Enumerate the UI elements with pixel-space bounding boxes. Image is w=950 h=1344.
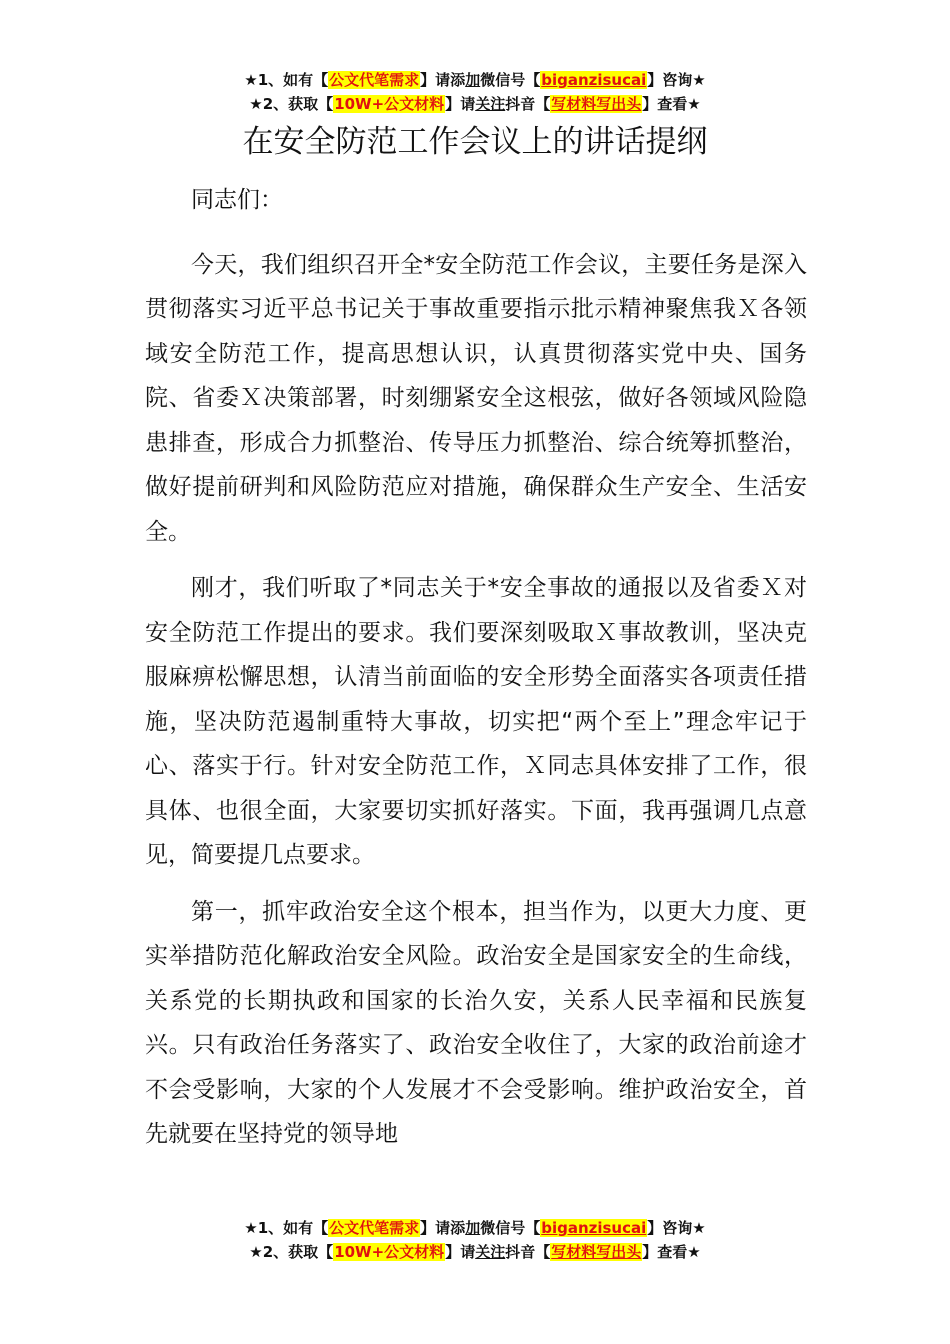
banner-line-1 (0, 1216, 950, 1240)
paragraph-2: 刚才，我们听取了*同志关于*安全事故的通报以及省委Ｘ对安全防范工作提出的要求。我们要深刻吸取Ｘ事故教训，坚决克服麻痹松懈思想，认清当前面临的安全形势全面落实各项责任措施，坚决防范遏制重特大事故，切实把“两个至上”理念牢记于心、落实于行。针对安全防范工作，Ｘ同志具体安排了工作，很具体、也很全面，大家要切实抓好落实。下面，我再强调几点意见，简要提几点要求。 (145, 575, 807, 868)
footer-banner (0, 1216, 950, 1264)
materials-highlight: 10W+公文材料 (334, 95, 445, 113)
header-banner (0, 68, 950, 116)
banner-text: 】请 (445, 95, 476, 113)
document-body (145, 178, 807, 1169)
banner-text: ★2、获取【 (249, 1243, 334, 1261)
wechat-id-link[interactable]: biganzisucai (541, 1219, 647, 1237)
banner-text: 】咨询★ (647, 1219, 706, 1237)
banner-line-1 (0, 68, 950, 92)
banner-text: 抖音【 (505, 1243, 551, 1261)
document-title: 在安全防范工作会议上的讲话提纲 (242, 124, 708, 160)
banner-text: 】查看★ (642, 1243, 701, 1261)
service-highlight: 公文代笔需求 (329, 1219, 420, 1237)
banner-text: 】请添 (420, 1219, 466, 1237)
banner-underlined-text: 加 (465, 1219, 481, 1237)
materials-highlight: 10W+公文材料 (334, 1243, 445, 1261)
banner-line-2 (0, 1240, 950, 1264)
paragraph-3: 第一，抓牢政治安全这个根本，担当作为，以更大力度、更实举措防范化解政治安全风险。政治安全是国家安全的生命线，关系党的长期执政和国家的长治久安，关系人民幸福和民族复兴。只有政治任务落实了、政治安全收住了，大家的政治前途才不会受影响，大家的个人发展才不会受影响。维护政治安全，首先就要在坚持党的领导地 (145, 898, 807, 1147)
douyin-account-link[interactable]: 写材料写出头 (551, 1243, 642, 1261)
douyin-account-link[interactable]: 写材料写出头 (551, 95, 642, 113)
greeting: 同志们： (191, 187, 283, 213)
banner-text: 】请 (445, 1243, 476, 1261)
banner-text: 微信号【 (480, 71, 541, 89)
banner-text: 】查看★ (642, 95, 701, 113)
wechat-id-link[interactable]: biganzisucai (541, 71, 647, 89)
banner-underlined-text: 关注 (475, 95, 506, 113)
paragraph-1: 今天，我们组织召开全*安全防范工作会议，主要任务是深入贯彻落实习近平总书记关于事故重要指示批示精神聚焦我Ｘ各领域安全防范工作，提高思想认识，认真贯彻落实党中央、国务院、省委Ｘ决策部署，时刻绷紧安全这根弦，做好各领域风险隐患排查，形成合力抓整治、传导压力抓整治、综合统筹抓整治，做好提前研判和风险防范应对措施，确保群众生产安全、生活安全。 (145, 251, 807, 545)
service-highlight: 公文代笔需求 (329, 71, 420, 89)
banner-text: 】请添 (420, 71, 466, 89)
banner-text: ★2、获取【 (249, 95, 334, 113)
banner-text: ★1、如有【 (244, 1219, 329, 1237)
banner-text: ★1、如有【 (244, 71, 329, 89)
banner-text: 微信号【 (480, 1219, 541, 1237)
banner-underlined-text: 加 (465, 71, 481, 89)
banner-text: 抖音【 (505, 95, 551, 113)
banner-underlined-text: 关注 (475, 1243, 506, 1261)
banner-text: 】咨询★ (647, 71, 706, 89)
banner-line-2 (0, 92, 950, 116)
